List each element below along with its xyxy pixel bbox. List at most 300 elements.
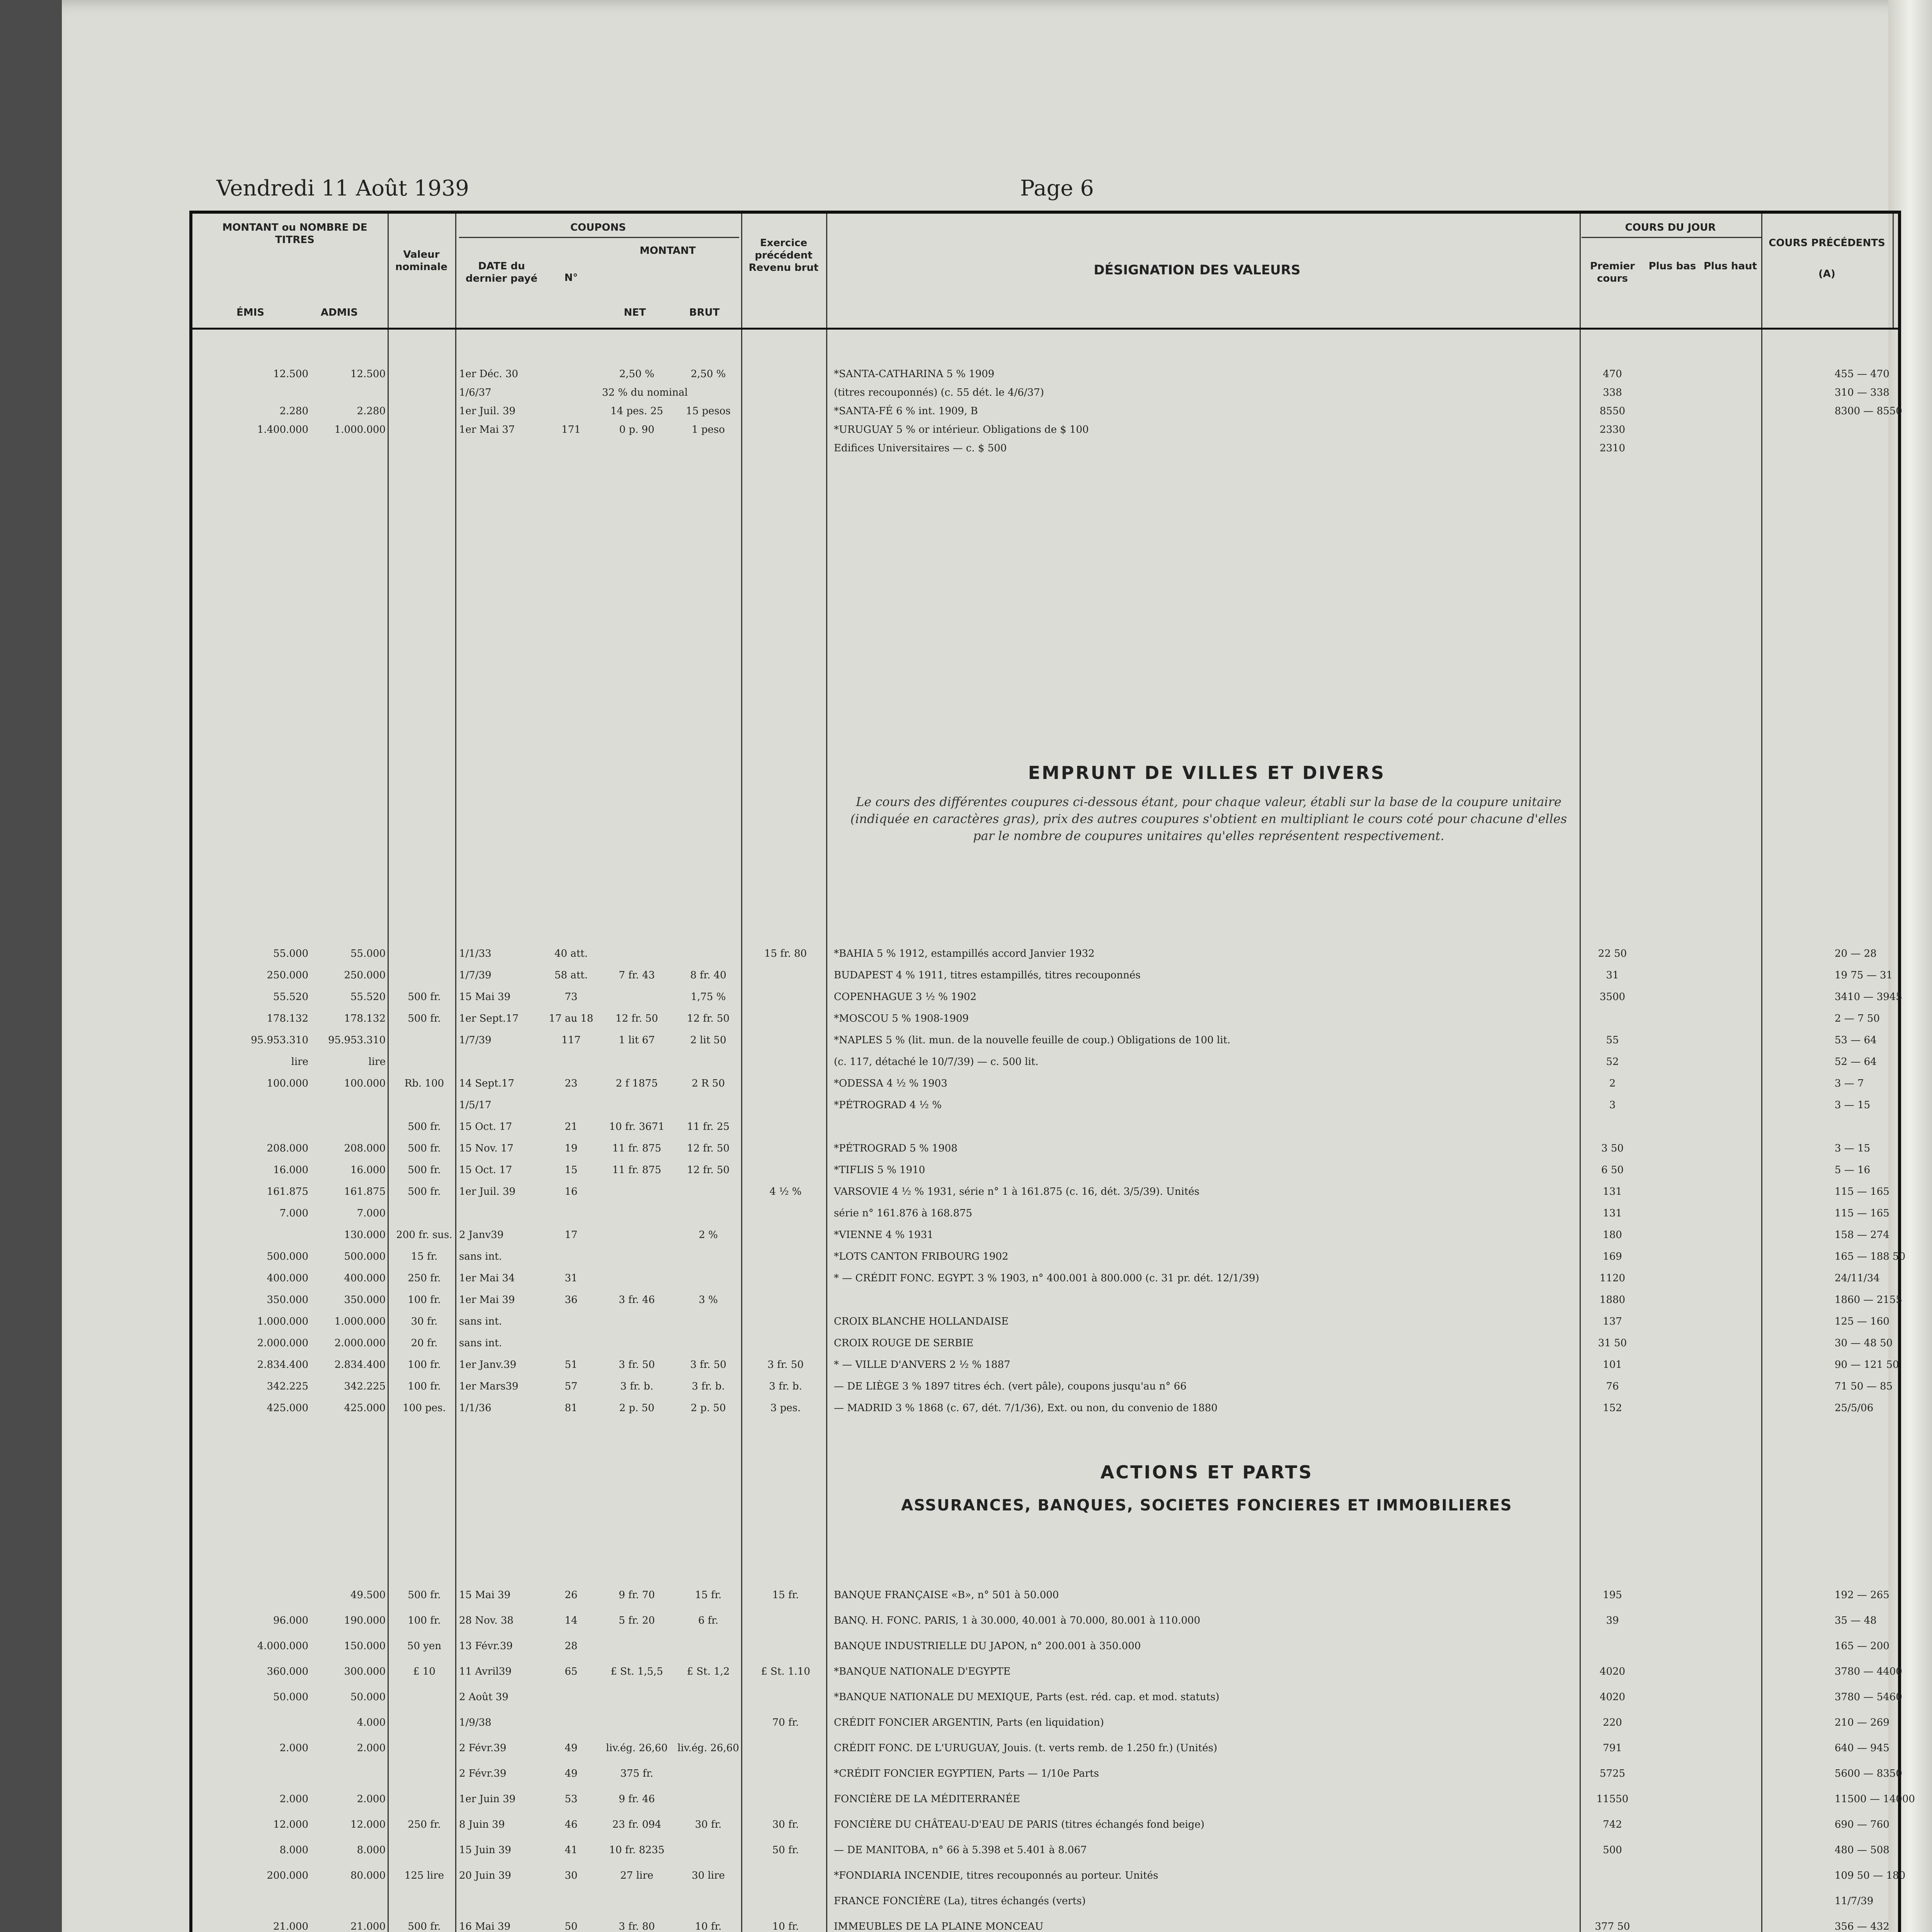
cell-valeur-nominale: 500 fr. [408,1164,441,1176]
header-cours-du-jour: COURS DU JOUR [1625,222,1716,233]
cell-date-coupon: 1er Juin 39 [459,1793,516,1805]
cell-premier-cours: 470 [1603,368,1622,380]
cell-valeur-nominale: 15 fr. [411,1251,438,1262]
table-row [192,948,1898,959]
cell-releve: 52 — 64 [1835,1056,1877,1068]
cell-numero-coupon: 49 [565,1742,578,1754]
cell-numero-coupon: 21 [565,1121,578,1133]
cell-revenu: 4 ½ % [769,1186,802,1197]
table-row [192,1164,1898,1176]
table-row [192,1717,1898,1728]
cell-net: 11 fr. 875 [612,1164,662,1176]
cell-valeur-nominale: 500 fr. [408,1186,441,1197]
cell-designation: — DE MANITOBA, n° 66 à 5.398 et 5.401 à 8.067 [834,1844,1087,1856]
cell-date-coupon: 1er Juil. 39 [459,1186,516,1197]
header-cours-precedents: COURS PRÉCÉDENTS [1769,237,1885,249]
cell-releve: 455 — 470 [1835,368,1889,380]
cell-date-coupon: 15 Nov. 17 [459,1143,514,1154]
cell-net: 9 fr. 46 [619,1793,655,1805]
cell-date-coupon: 1/1/33 [459,948,492,959]
cell-emis: 500.000 [267,1251,308,1262]
cell-premier-cours: 169 [1603,1251,1622,1262]
cell-admis: 161.875 [344,1186,386,1197]
cell-designation: * — CRÉDIT FONC. EGYPT. 3 % 1903, n° 400.001 à 800.000 (c. 31 pr. dét. 12/1/39) [834,1272,1259,1284]
table-row [192,1208,1898,1219]
cell-net: 27 lire [620,1870,653,1881]
header-montant: MONTANT [639,245,696,257]
cell-revenu: 3 fr. b. [769,1381,802,1392]
table-row [192,405,1902,417]
cell-numero-coupon: 51 [565,1359,578,1371]
table-row [192,1337,1898,1349]
table-row [192,1589,1898,1601]
cell-revenu: 15 fr. 80 [764,948,807,959]
table-row [192,1229,1898,1241]
cell-premier-cours: 791 [1603,1742,1622,1754]
cell-brut: 3 fr. 50 [690,1359,726,1371]
cell-premier-cours: 2 [1609,1078,1616,1089]
cell-emis: 425.000 [267,1402,308,1414]
cell-date-coupon: 1er Juil. 39 [459,405,516,417]
cell-numero-coupon: 14 [565,1615,578,1626]
cell-date-coupon: 14 Sept.17 [459,1078,514,1089]
header-admis: ADMIS [321,307,358,318]
cell-revenu: 70 fr. [772,1717,799,1728]
cell-premier-cours: 101 [1603,1359,1622,1371]
cell-releve: 310 — 338 [1835,387,1889,398]
header-plus-bas: Plus bas [1648,260,1696,272]
cell-emis: 200.000 [267,1870,308,1881]
cell-date-coupon: 1er Mai 34 [459,1272,515,1284]
cell-brut: liv.ég. 26,60 [677,1742,739,1754]
cell-admis: 425.000 [344,1402,386,1414]
cell-designation: BUDAPEST 4 % 1911, titres estampillés, titres recouponnés [834,969,1141,981]
cell-valeur-nominale: 250 fr. [408,1819,441,1830]
cell-premier-cours: 39 [1606,1615,1619,1626]
section-title-actions: ACTIONS ET PARTS [1100,1462,1313,1483]
cell-releve: 30 — 48 50 [1835,1337,1893,1349]
cell-releve: 8300 — 8550 [1835,405,1902,417]
cell-valeur-nominale: 250 fr. [408,1272,441,1284]
cell-numero-coupon: 15 [565,1164,578,1176]
table-row [192,1078,1898,1089]
cell-admis: 178.132 [344,1013,386,1024]
cell-admis: 55.520 [350,991,386,1003]
cell-brut: 3 % [699,1294,718,1306]
cell-numero-coupon: 57 [565,1381,578,1392]
cell-date-coupon: 2 Févr.39 [459,1742,507,1754]
cell-emis: 16.000 [273,1164,308,1176]
cell-emis: 55.520 [273,991,308,1003]
cell-designation: * — VILLE D'ANVERS 2 ½ % 1887 [834,1359,1010,1371]
cell-premier-cours: 3 50 [1601,1143,1624,1154]
table-row [192,969,1898,981]
cell-revenu: 3 pes. [770,1402,801,1414]
cell-emis: 2.000 [279,1742,308,1754]
cell-releve: 356 — 432 [1835,1921,1889,1932]
cell-date-coupon: 1/7/39 [459,1034,492,1046]
cell-valeur-nominale: 100 fr. [408,1381,441,1392]
cell-designation: IMMEUBLES DE LA PLAINE MONCEAU [834,1921,1044,1932]
cell-emis: 178.132 [267,1013,308,1024]
cell-emis: 1.000.000 [257,1316,308,1327]
cell-premier-cours: 180 [1603,1229,1622,1241]
cell-date-coupon: 1/9/38 [459,1717,492,1728]
cell-valeur-nominale: 500 fr. [408,1143,441,1154]
cell-emis: 95.953.310 [251,1034,308,1046]
cell-revenu: 10 fr. [772,1921,799,1932]
cell-emis: 350.000 [267,1294,308,1306]
cell-admis: 130.000 [344,1229,386,1241]
cell-designation: — DE LIÈGE 3 % 1897 titres éch. (vert pâle), coupons jusqu'au n° 66 [834,1381,1187,1392]
cell-designation: VARSOVIE 4 ½ % 1931, série n° 1 à 161.875 (c. 16, dét. 3/5/39). Unités [834,1186,1200,1197]
cell-valeur-nominale: £ 10 [413,1666,435,1677]
cell-net: 7 fr. 43 [619,969,655,981]
cell-brut: 8 fr. 40 [690,969,726,981]
cell-numero-coupon: 16 [565,1186,578,1197]
cell-date-coupon: 15 Mai 39 [459,1589,511,1601]
cell-net: 10 fr. 3671 [609,1121,665,1133]
cell-admis: 1.000.000 [334,1316,386,1327]
header-net: NET [624,307,646,318]
cell-date-coupon: 2 Févr.39 [459,1768,507,1779]
cell-premier-cours: 55 [1606,1034,1619,1046]
cell-date-coupon: 1er Mai 37 [459,424,515,435]
cell-revenu: £ St. 1.10 [761,1666,810,1677]
cell-numero-coupon: 58 att. [554,969,588,981]
cell-net: liv.ég. 26,60 [606,1742,668,1754]
cell-brut: 15 fr. [695,1589,722,1601]
cell-net: 2,50 % [619,368,655,380]
cell-net: 23 fr. 094 [612,1819,662,1830]
cell-date-coupon: 1er Sept.17 [459,1013,519,1024]
cell-brut: 1,75 % [690,991,726,1003]
cell-designation: FONCIÈRE DE LA MÉDITERRANÉE [834,1793,1020,1805]
table-row [192,1381,1898,1392]
header-emis: ÉMIS [236,307,265,318]
table-row [192,424,1898,435]
cell-premier-cours: 2310 [1599,442,1626,454]
cell-emis: 12.000 [273,1819,308,1830]
cell-admis: 300.000 [344,1666,386,1677]
cell-premier-cours: 4020 [1599,1691,1626,1703]
cell-releve: 158 — 274 [1835,1229,1889,1241]
header-premier-cours: Premier cours [1590,260,1635,284]
cell-premier-cours: 1120 [1599,1272,1626,1284]
cell-premier-cours: 1880 [1599,1294,1626,1306]
price-table [189,211,1915,1932]
cell-releve: 3 — 15 [1835,1099,1871,1111]
cell-emis: 342.225 [267,1381,308,1392]
cell-premier-cours: 152 [1603,1402,1622,1414]
section-title-emprunts: EMPRUNT DE VILLES ET DIVERS [1028,762,1386,783]
cell-date-coupon: 13 Févr.39 [459,1640,513,1652]
cell-brut: 2 lit 50 [690,1034,726,1046]
header-plus-haut: Plus haut [1704,260,1757,272]
cell-designation: *NAPLES 5 % (lit. mun. de la nouvelle feuille de coup.) Obligations de 100 lit. [834,1034,1231,1046]
cell-premier-cours: 131 [1603,1186,1622,1197]
cell-date-coupon: 1/7/39 [459,969,492,981]
cell-date-coupon: 15 Juin 39 [459,1844,511,1856]
cell-designation: (titres recouponnés) (c. 55 dét. le 4/6/37) [834,387,1044,398]
cell-designation: *BAHIA 5 % 1912, estampillés accord Janvier 1932 [834,948,1095,959]
table-row [192,1742,1898,1754]
header-date-dernier-paye: DATE du dernier payé [466,260,537,284]
cell-admis: 2.280 [357,405,386,417]
cell-numero-coupon: 65 [565,1666,578,1677]
cell-releve: 25/5/06 [1835,1402,1874,1414]
cell-designation: *TIFLIS 5 % 1910 [834,1164,925,1176]
cell-valeur-nominale: 500 fr. [408,1589,441,1601]
cell-valeur-nominale: 500 fr. [408,1921,441,1932]
table-row [192,1793,1915,1805]
cell-numero-coupon: 41 [565,1844,578,1856]
cell-releve: 2 — 7 50 [1835,1013,1880,1024]
cell-valeur-nominale: 500 fr. [408,1121,441,1133]
cell-premier-cours: 22 50 [1598,948,1627,959]
cell-releve: 125 — 160 [1835,1316,1889,1327]
cell-premier-cours: 377 50 [1595,1921,1630,1932]
cell-admis: 2.000.000 [334,1337,386,1349]
cell-designation: série n° 161.876 à 168.875 [834,1208,973,1219]
header-numero: N° [564,272,578,284]
table-row [192,1359,1898,1371]
cell-admis: 400.000 [344,1272,386,1284]
cell-valeur-nominale: 500 fr. [408,991,441,1003]
cell-numero-coupon: 81 [565,1402,578,1414]
cell-brut: 15 pesos [686,405,731,417]
table-column-headers [192,214,1898,330]
cell-date-coupon: 16 Mai 39 [459,1921,511,1932]
table-row [192,1056,1898,1068]
header-designation: DÉSIGNATION DES VALEURS [1094,262,1301,278]
cell-releve: 115 — 165 [1835,1186,1889,1197]
cell-brut: 1 peso [692,424,725,435]
table-row [192,1402,1898,1414]
cell-designation: CRÉDIT FONC. DE L'URUGUAY, Jouis. (t. verts remb. de 1.250 fr.) (Unités) [834,1742,1218,1754]
cell-emis: 55.000 [273,948,308,959]
table-row [192,1272,1898,1284]
cell-admis: 12.500 [350,368,386,380]
cell-net: 3 fr. b. [620,1381,653,1392]
cell-numero-coupon: 50 [565,1921,578,1932]
cell-designation: *SANTA-FÉ 6 % int. 1909, B [834,405,978,417]
cell-releve: 109 50 — 180 [1835,1870,1906,1881]
cell-designation: CROIX BLANCHE HOLLANDAISE [834,1316,1009,1327]
cell-releve: 20 — 28 [1835,948,1877,959]
cell-premier-cours: 2330 [1599,424,1626,435]
cell-premier-cours: 500 [1603,1844,1622,1856]
header-date: Vendredi 11 Août 1939 [216,176,469,201]
cell-net: 5 fr. 20 [619,1615,655,1626]
cell-brut: 12 fr. 50 [687,1143,730,1154]
cell-valeur-nominale: 50 yen [407,1640,442,1652]
cell-date-coupon: 1er Mai 39 [459,1294,515,1306]
cell-emis: 161.875 [267,1186,308,1197]
cell-releve: 11/7/39 [1835,1895,1874,1907]
cell-net: 14 pes. 25 [610,405,663,417]
cell-numero-coupon: 73 [565,991,578,1003]
cell-admis: 2.000 [357,1793,386,1805]
cell-admis: 342.225 [344,1381,386,1392]
cell-admis: 2.834.400 [334,1359,386,1371]
cell-valeur-nominale: 100 fr. [408,1294,441,1306]
cell-releve: 165 — 200 [1835,1640,1889,1652]
cell-releve: 19 75 — 31 [1835,969,1893,981]
cell-designation: *BANQUE NATIONALE DU MEXIQUE, Parts (est. réd. cap. et mod. statuts) [834,1691,1219,1703]
cell-designation: *VIENNE 4 % 1931 [834,1229,934,1241]
cell-designation: *PÉTROGRAD 5 % 1908 [834,1143,957,1154]
cell-brut: 2 R 50 [692,1078,725,1089]
table-row [192,442,1898,454]
cell-emis: 96.000 [273,1615,308,1626]
cell-emis: 100.000 [267,1078,308,1089]
header-valeur-nominale: Valeur nominale [395,249,447,273]
cell-releve: 5 — 16 [1835,1164,1871,1176]
cell-releve: 210 — 269 [1835,1717,1889,1728]
cell-designation: *SANTA-CATHARINA 5 % 1909 [834,368,995,380]
cell-releve: 690 — 760 [1835,1819,1889,1830]
cell-premier-cours: 76 [1606,1381,1619,1392]
cell-emis: 1.400.000 [257,424,308,435]
cell-date-coupon: sans int. [459,1337,502,1349]
cell-releve: 71 50 — 85 [1835,1381,1893,1392]
cell-emis: 50.000 [273,1691,308,1703]
cell-net: £ St. 1,5,5 [611,1666,663,1677]
cell-revenu: 15 fr. [772,1589,799,1601]
table-row [192,1316,1898,1327]
cell-emis: 4.000.000 [257,1640,308,1652]
table-row [192,1768,1902,1779]
cell-premier-cours: 6 50 [1601,1164,1624,1176]
cell-date-coupon: 1/6/37 [459,387,492,398]
cell-valeur-nominale: 500 fr. [408,1013,441,1024]
cell-numero-coupon: 30 [565,1870,578,1881]
section-title-assurances: ASSURANCES, BANQUES, SOCIETES FONCIERES ET IMMOBILIERES [901,1497,1512,1514]
cell-admis: 250.000 [344,969,386,981]
cell-numero-coupon: 31 [565,1272,578,1284]
cell-designation: COPENHAGUE 3 ½ % 1902 [834,991,977,1003]
cell-admis: 190.000 [344,1615,386,1626]
cell-net: 3 fr. 80 [619,1921,655,1932]
cell-numero-coupon: 28 [565,1640,578,1652]
cell-numero-coupon: 117 [561,1034,581,1046]
cell-releve: 24/11/34 [1835,1272,1880,1284]
cell-emis: 21.000 [273,1921,308,1932]
cell-admis: 7.000 [357,1208,386,1219]
cell-valeur-nominale: 100 pes. [403,1402,446,1414]
cell-date-coupon: 11 Avril39 [459,1666,512,1677]
cell-designation: *FONDIARIA INCENDIE, titres recouponnés au porteur. Unités [834,1870,1158,1881]
cell-releve: 5600 — 8350 [1835,1768,1902,1779]
cell-designation: *CRÉDIT FONCIER EGYPTIEN, Parts — 1/10e Parts [834,1768,1099,1779]
cell-premier-cours: 742 [1603,1819,1622,1830]
cell-net: 3 fr. 46 [619,1294,655,1306]
table-row [192,1870,1906,1881]
cell-admis: 55.000 [350,948,386,959]
cell-designation: *MOSCOU 5 % 1908-1909 [834,1013,969,1024]
cell-releve: 640 — 945 [1835,1742,1889,1754]
table-row [192,1844,1898,1856]
cell-net: 2 p. 50 [619,1402,655,1414]
cell-admis: 500.000 [344,1251,386,1262]
cell-net: 0 p. 90 [619,424,655,435]
cell-date-coupon: 20 Juin 39 [459,1870,511,1881]
cell-releve: 192 — 265 [1835,1589,1889,1601]
cell-releve: 3410 — 3945 [1835,991,1902,1003]
cell-designation: BANQUE INDUSTRIELLE DU JAPON, n° 200.001 à 350.000 [834,1640,1141,1652]
cell-emis: 8.000 [279,1844,308,1856]
cell-net: 12 fr. 50 [615,1013,658,1024]
cell-revenu: 30 fr. [772,1819,799,1830]
cell-date-coupon: 15 Oct. 17 [459,1121,512,1133]
cell-designation: BANQ. H. FONC. PARIS, 1 à 30.000, 40.001 à 70.000, 80.001 à 110.000 [834,1615,1201,1626]
table-row [192,1640,1898,1652]
cell-date-coupon: 2 Août 39 [459,1691,509,1703]
cell-premier-cours: 131 [1603,1208,1622,1219]
cell-admis: 16.000 [350,1164,386,1176]
cell-numero-coupon: 171 [561,424,581,435]
cell-releve: 165 — 188 50 [1835,1251,1906,1262]
cell-releve: 53 — 64 [1835,1034,1877,1046]
cell-brut: 10 fr. [695,1921,722,1932]
cell-valeur-nominale: 20 fr. [411,1337,438,1349]
cell-admis: 208.000 [344,1143,386,1154]
cell-net: 11 fr. 875 [612,1143,662,1154]
table-body [192,330,1915,1932]
cell-brut: 2 p. 50 [690,1402,726,1414]
table-row [192,368,1898,380]
table-row [192,1294,1902,1306]
cell-premier-cours: 195 [1603,1589,1622,1601]
header-exercice: Exercice précédent Revenu brut [748,237,819,274]
table-row [192,1186,1898,1197]
cell-releve: 3 — 7 [1835,1078,1864,1089]
cell-brut: £ St. 1,2 [687,1666,730,1677]
header-montant-titres: MONTANT ou NOMBRE DE TITRES [222,222,367,246]
cell-valeur-nominale: 100 fr. [408,1359,441,1371]
cell-admis: 100.000 [344,1078,386,1089]
cell-net: 32 % du nominal [602,387,688,398]
cell-valeur-nominale: 125 lire [404,1870,444,1881]
cell-valeur-nominale: Rb. 100 [404,1078,444,1089]
table-row [192,991,1902,1003]
cell-designation: CRÉDIT FONCIER ARGENTIN, Parts (en liquidation) [834,1717,1104,1728]
cell-net: 1 lit 67 [619,1034,655,1046]
cell-date-coupon: 15 Mai 39 [459,991,511,1003]
cell-valeur-nominale: 30 fr. [411,1316,438,1327]
header-cours-precedents-note: (A) [1818,268,1835,280]
table-row [192,1121,1898,1133]
cell-emis: 360.000 [267,1666,308,1677]
cell-premier-cours: 11550 [1596,1793,1629,1805]
cell-premier-cours: 338 [1603,387,1622,398]
cell-date-coupon: 1er Déc. 30 [459,368,519,380]
table-row [192,1251,1906,1262]
cell-designation: FONCIÈRE DU CHÂTEAU-D'EAU DE PARIS (titres échangés fond beige) [834,1819,1204,1830]
cell-date-coupon: sans int. [459,1251,502,1262]
running-header [216,176,1801,203]
cell-releve: 115 — 165 [1835,1208,1889,1219]
cell-premier-cours: 3500 [1599,991,1626,1003]
cell-admis: 12.000 [350,1819,386,1830]
cell-date-coupon: 28 Nov. 38 [459,1615,514,1626]
cell-valeur-nominale: 100 fr. [408,1615,441,1626]
cell-numero-coupon: 49 [565,1768,578,1779]
header-page-number: Page 6 [1020,176,1094,201]
cell-date-coupon: 1er Mars39 [459,1381,519,1392]
cell-emis: 2.000.000 [257,1337,308,1349]
